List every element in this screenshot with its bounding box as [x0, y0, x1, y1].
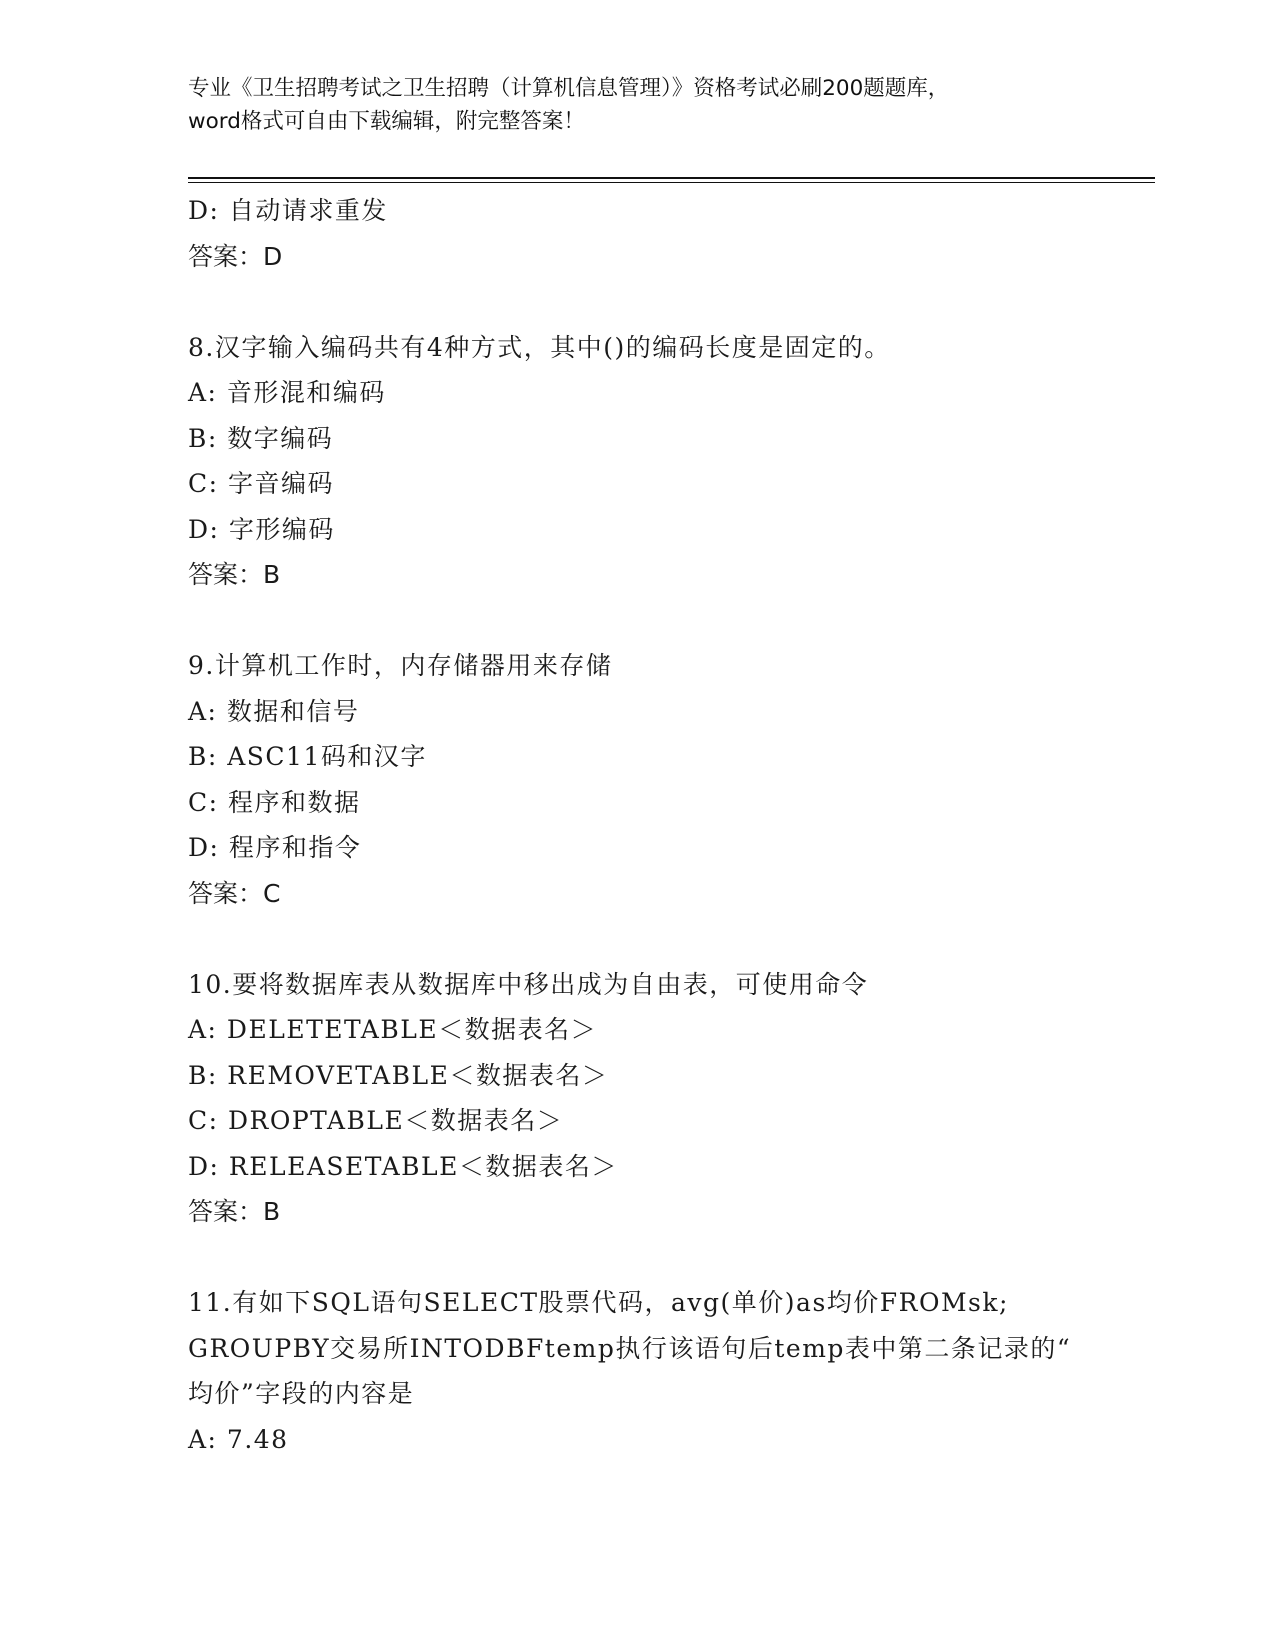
- option-b: B: 数字编码: [188, 423, 334, 453]
- option-a: A: 数据和信号: [188, 696, 360, 726]
- question-text: 9.计算机工作时，内存储器用来存储: [188, 651, 613, 680]
- answer: 答案：B: [188, 1197, 281, 1226]
- prev-answer: 答案：D: [188, 241, 283, 271]
- document-header: [188, 72, 1088, 138]
- answer: 答案：B: [188, 560, 281, 589]
- option-c: C: 程序和数据: [188, 787, 361, 817]
- header-line-2: word格式可自由下载编辑，附完整答案！: [188, 109, 585, 134]
- question-10: [188, 962, 1148, 1235]
- question-text-line-2: GROUPBY交易所INTODBFtemp执行该语句后temp表中第二条记录的“: [188, 1333, 1072, 1363]
- option-a: A: 7.48: [188, 1424, 289, 1454]
- question-text-line-1: 11.有如下SQL语句SELECT股票代码，avg(单价)as均价FROMsk;: [188, 1288, 1009, 1317]
- option-b: B: ASC11码和汉字: [188, 742, 427, 771]
- option-d: D: 字形编码: [188, 514, 335, 544]
- option-a: A: 音形混和编码: [188, 378, 386, 407]
- question-8: [188, 325, 1148, 598]
- header-line-1: 专业《卫生招聘考试之卫生招聘（计算机信息管理）》资格考试必刷200题题库，: [188, 76, 950, 101]
- option-c: C: DROPTABLE＜数据表名＞: [188, 1106, 564, 1135]
- option-a: A: DELETETABLE＜数据表名＞: [188, 1015, 598, 1044]
- header-divider-thin: [188, 182, 1155, 183]
- question-9: [188, 643, 1148, 916]
- question-text: 10.要将数据库表从数据库中移出成为自由表，可使用命令: [188, 969, 869, 999]
- prev-option-d: D: 自动请求重发: [188, 196, 388, 225]
- answer: 答案：C: [188, 878, 281, 908]
- document-body: [188, 188, 1148, 1462]
- question-text: 8.汉字输入编码共有4种方式，其中()的编码长度是固定的。: [188, 332, 891, 362]
- question-text-line-3: 均价”字段的内容是: [188, 1379, 415, 1408]
- option-b: B: REMOVETABLE＜数据表名＞: [188, 1060, 609, 1090]
- question-11: [188, 1280, 1148, 1462]
- option-d: D: 程序和指令: [188, 833, 362, 862]
- option-d: D: RELEASETABLE＜数据表名＞: [188, 1151, 618, 1181]
- header-divider-thick: [188, 177, 1155, 179]
- option-c: C: 字音编码: [188, 469, 334, 498]
